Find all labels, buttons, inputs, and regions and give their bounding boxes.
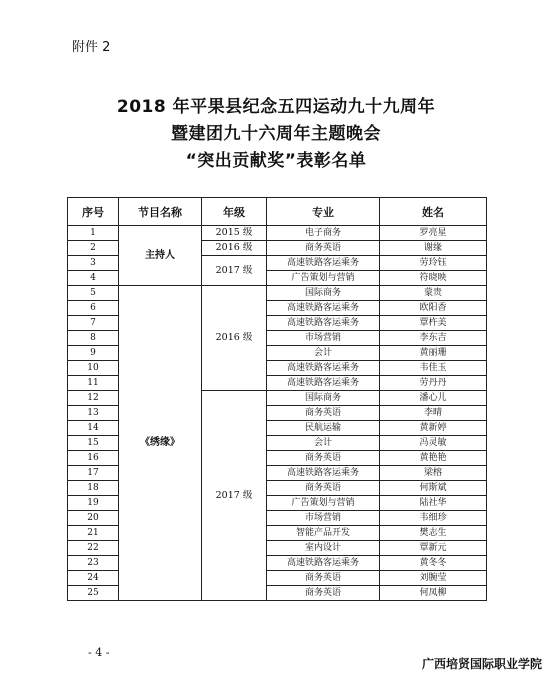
program-name: 主持人 bbox=[119, 226, 202, 286]
student-name: 劳玲钰 bbox=[380, 256, 487, 271]
row-number: 21 bbox=[68, 526, 119, 541]
grade-year: 2016 级 bbox=[202, 286, 267, 391]
major-cell: 广告策划与营销 bbox=[267, 496, 380, 511]
row-number: 16 bbox=[68, 451, 119, 466]
row-number: 20 bbox=[68, 511, 119, 526]
major-cell: 市场营销 bbox=[267, 511, 380, 526]
major-cell: 会计 bbox=[267, 346, 380, 361]
row-number: 18 bbox=[68, 481, 119, 496]
header-grade: 年级 bbox=[202, 198, 267, 226]
student-name: 覃杵美 bbox=[380, 316, 487, 331]
grade-year: 2015 级 bbox=[202, 226, 267, 241]
row-number: 3 bbox=[68, 256, 119, 271]
major-cell: 高速铁路客运乘务 bbox=[267, 361, 380, 376]
row-number: 12 bbox=[68, 391, 119, 406]
major-cell: 高速铁路客运乘务 bbox=[267, 556, 380, 571]
row-number: 4 bbox=[68, 271, 119, 286]
major-cell: 商务英语 bbox=[267, 571, 380, 586]
student-name: 罗亮星 bbox=[380, 226, 487, 241]
grade-year: 2017 级 bbox=[202, 256, 267, 286]
header-name: 姓名 bbox=[380, 198, 487, 226]
header-number: 序号 bbox=[68, 198, 119, 226]
student-name: 梁榕 bbox=[380, 466, 487, 481]
grade-year: 2016 级 bbox=[202, 241, 267, 256]
major-cell: 市场营销 bbox=[267, 331, 380, 346]
student-name: 欧阳香 bbox=[380, 301, 487, 316]
student-name: 劳丹丹 bbox=[380, 376, 487, 391]
row-number: 2 bbox=[68, 241, 119, 256]
student-name: 李东吉 bbox=[380, 331, 487, 346]
student-name: 韦细珍 bbox=[380, 511, 487, 526]
header-program: 节目名称 bbox=[119, 198, 202, 226]
header-major: 专业 bbox=[267, 198, 380, 226]
title-line-3: “突出贡献奖”表彰名单 bbox=[185, 151, 367, 171]
major-cell: 室内设计 bbox=[267, 541, 380, 556]
student-name: 黄艳艳 bbox=[380, 451, 487, 466]
student-name: 韦佳玉 bbox=[380, 361, 487, 376]
row-number: 10 bbox=[68, 361, 119, 376]
student-name: 黄丽珊 bbox=[380, 346, 487, 361]
student-name: 谢缘 bbox=[380, 241, 487, 256]
row-number: 13 bbox=[68, 406, 119, 421]
grade-year: 2017 级 bbox=[202, 391, 267, 601]
major-cell: 商务英语 bbox=[267, 241, 380, 256]
major-cell: 广告策划与营销 bbox=[267, 271, 380, 286]
row-number: 25 bbox=[68, 586, 119, 601]
student-name: 黄冬冬 bbox=[380, 556, 487, 571]
major-cell: 高速铁路客运乘务 bbox=[267, 466, 380, 481]
row-number: 24 bbox=[68, 571, 119, 586]
student-name: 何凤柳 bbox=[380, 586, 487, 601]
major-cell: 国际商务 bbox=[267, 286, 380, 301]
title-line-1: 2018 年平果县纪念五四运动九十九周年 bbox=[116, 97, 436, 117]
row-number: 6 bbox=[68, 301, 119, 316]
major-cell: 智能产品开发 bbox=[267, 526, 380, 541]
attachment-label: 附件 2 bbox=[72, 40, 111, 55]
student-name: 何斯斌 bbox=[380, 481, 487, 496]
major-cell: 商务英语 bbox=[267, 451, 380, 466]
row-number: 23 bbox=[68, 556, 119, 571]
major-cell: 高速铁路客运乘务 bbox=[267, 256, 380, 271]
program-name: 《绣缘》 bbox=[119, 286, 202, 601]
major-cell: 民航运输 bbox=[267, 421, 380, 436]
table-header-row bbox=[68, 198, 487, 226]
major-cell: 高速铁路客运乘务 bbox=[267, 301, 380, 316]
student-name: 陆社华 bbox=[380, 496, 487, 511]
student-name: 樊志生 bbox=[380, 526, 487, 541]
student-name: 覃新元 bbox=[380, 541, 487, 556]
row-number: 15 bbox=[68, 436, 119, 451]
row-number: 8 bbox=[68, 331, 119, 346]
row-number: 1 bbox=[68, 226, 119, 241]
row-number: 11 bbox=[68, 376, 119, 391]
major-cell: 高速铁路客运乘务 bbox=[267, 376, 380, 391]
row-number: 22 bbox=[68, 541, 119, 556]
student-name: 潘心儿 bbox=[380, 391, 487, 406]
student-name: 刘腕莹 bbox=[380, 571, 487, 586]
major-cell: 商务英语 bbox=[267, 586, 380, 601]
major-cell: 国际商务 bbox=[267, 391, 380, 406]
row-number: 7 bbox=[68, 316, 119, 331]
row-number: 14 bbox=[68, 421, 119, 436]
table-row bbox=[68, 226, 487, 241]
major-cell: 高速铁路客运乘务 bbox=[267, 316, 380, 331]
row-number: 17 bbox=[68, 466, 119, 481]
student-name: 冯灵敏 bbox=[380, 436, 487, 451]
major-cell: 商务英语 bbox=[267, 406, 380, 421]
major-cell: 会计 bbox=[267, 436, 380, 451]
major-cell: 电子商务 bbox=[267, 226, 380, 241]
school-name: 广西培贤国际职业学院 bbox=[421, 657, 542, 671]
major-cell: 商务英语 bbox=[267, 481, 380, 496]
student-name: 符晓映 bbox=[380, 271, 487, 286]
student-name: 蒙贵 bbox=[380, 286, 487, 301]
award-table bbox=[67, 197, 487, 601]
student-name: 李晴 bbox=[380, 406, 487, 421]
row-number: 19 bbox=[68, 496, 119, 511]
row-number: 5 bbox=[68, 286, 119, 301]
student-name: 黄新婷 bbox=[380, 421, 487, 436]
title-line-2: 暨建团九十六周年主题晚会 bbox=[171, 124, 381, 144]
row-number: 9 bbox=[68, 346, 119, 361]
table-body bbox=[68, 226, 487, 601]
page-number: - 4 - bbox=[88, 646, 110, 659]
table-row bbox=[68, 286, 487, 301]
